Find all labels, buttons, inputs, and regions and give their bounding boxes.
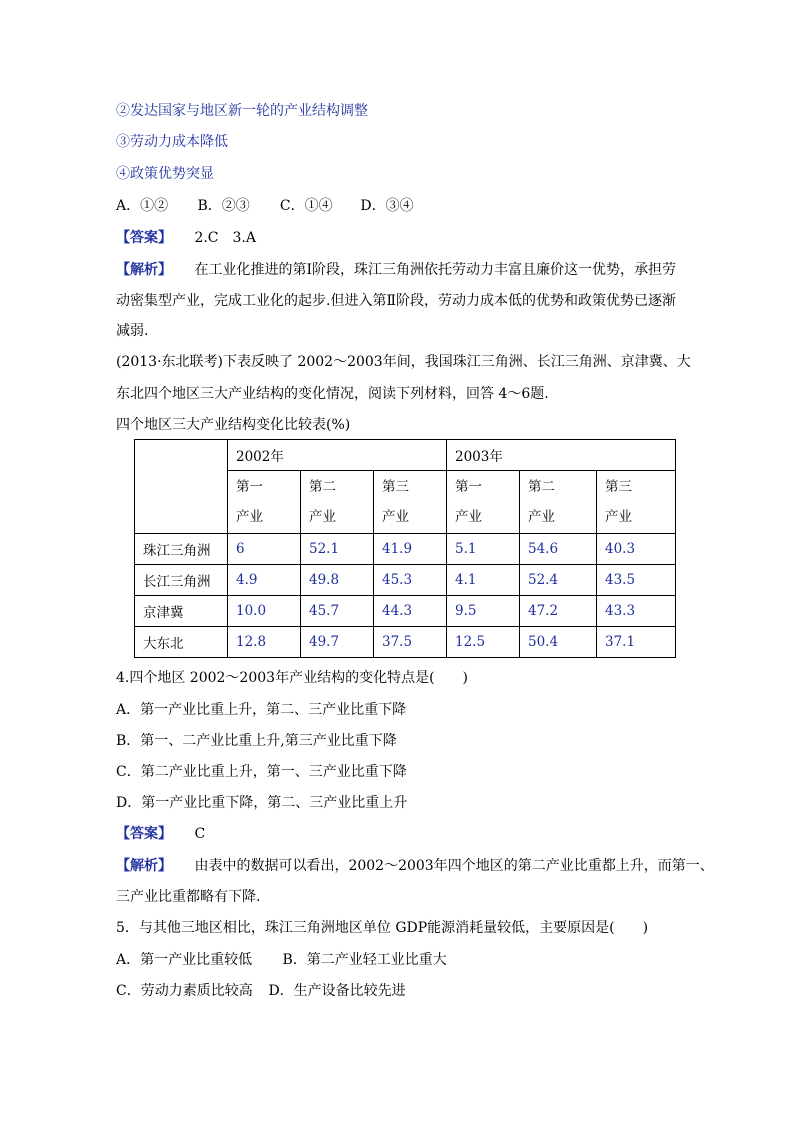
table-row	[135, 534, 676, 565]
value-cell: 9.5	[447, 596, 520, 627]
value-cell: 37.1	[597, 627, 676, 658]
q4-option-d: D．第一产业比重下降，第二、三产业比重上升	[116, 795, 408, 811]
value-cell: 5.1	[447, 534, 520, 565]
value-cell: 44.3	[374, 596, 447, 627]
industry-header: 第一 产业	[447, 471, 520, 534]
analysis-1-line-3: 减弱.	[116, 323, 149, 339]
option-3: ③劳动力成本降低	[116, 134, 228, 150]
value-cell: 45.7	[301, 596, 374, 627]
value-cell: 4.9	[228, 565, 301, 596]
option-2: ②发达国家与地区新一轮的产业结构调整	[116, 103, 368, 119]
option-4: ④政策优势突显	[116, 166, 214, 182]
value-cell: 12.8	[228, 627, 301, 658]
q5-options-row-2	[116, 981, 406, 1001]
value-cell: 4.1	[447, 565, 520, 596]
q3-choices	[116, 196, 414, 216]
answer-2	[116, 824, 205, 844]
q5-option-d: D．生产设备比较先进	[268, 983, 406, 999]
answer-text: C	[194, 826, 206, 842]
region-cell: 大东北	[135, 627, 228, 658]
q5-stem: 5．与其他三地区相比，珠江三角洲地区单位 GDP能源消耗量较低，主要原因是( )	[116, 920, 649, 936]
value-cell: 47.2	[520, 596, 597, 627]
analysis-label: 【解析】	[116, 262, 172, 278]
q5-option-c: C．劳动力素质比较高	[116, 983, 253, 999]
analysis-2-line-2: 三产业比重都略有下降.	[116, 889, 261, 905]
analysis-1-line-1	[116, 260, 676, 280]
answer-label: 【答案】	[116, 826, 172, 842]
answer-text: 2.C 3.A	[194, 230, 256, 246]
value-cell: 10.0	[228, 596, 301, 627]
industry-header: 第二 产业	[520, 471, 597, 534]
analysis-text: 在工业化推进的第Ⅰ阶段，珠江三角洲依托劳动力丰富且廉价这一优势，承担劳	[194, 262, 676, 278]
value-cell: 40.3	[597, 534, 676, 565]
choice-a: A．①②	[116, 198, 169, 214]
q4-option-b: B．第一、二产业比重上升,第三产业比重下降	[116, 733, 397, 749]
analysis-1-line-2: 动密集型产业，完成工业化的起步.但进入第Ⅱ阶段，劳动力成本低的优势和政策优势已逐渐	[116, 293, 676, 309]
region-cell: 珠江三角洲	[135, 534, 228, 565]
q5-option-b: B．第二产业轻工业比重大	[282, 952, 447, 968]
value-cell: 52.1	[301, 534, 374, 565]
value-cell: 12.5	[447, 627, 520, 658]
table-row	[135, 596, 676, 627]
intro-line-1: (2013·东北联考)下表反映了 2002～2003年间，我国珠江三角洲、长江三角洲、京津冀、大	[116, 354, 691, 370]
choice-b: B．②③	[197, 198, 250, 214]
table-row	[135, 565, 676, 596]
analysis-text: 由表中的数据可以看出，2002～2003年四个地区的第二产业比重都上升，而第一、	[194, 858, 714, 874]
value-cell: 45.3	[374, 565, 447, 596]
year-2003-header: 2003年	[447, 440, 676, 471]
value-cell: 50.4	[520, 627, 597, 658]
value-cell: 43.5	[597, 565, 676, 596]
region-cell: 京津冀	[135, 596, 228, 627]
q4-stem: 4.四个地区 2002～2003年产业结构的变化特点是( )	[116, 670, 468, 686]
value-cell: 52.4	[520, 565, 597, 596]
choice-d: D．③④	[360, 198, 414, 214]
region-cell: 长江三角洲	[135, 565, 228, 596]
q4-option-c: C．第二产业比重上升，第一、三产业比重下降	[116, 764, 407, 780]
q5-options-row-1	[116, 950, 447, 970]
corner-cell	[135, 440, 228, 534]
year-2002-header: 2002年	[228, 440, 447, 471]
value-cell: 41.9	[374, 534, 447, 565]
industry-header: 第一 产业	[228, 471, 301, 534]
answer-label: 【答案】	[116, 230, 172, 246]
value-cell: 49.8	[301, 565, 374, 596]
analysis-2-line-1	[116, 856, 714, 876]
answer-1	[116, 228, 256, 248]
q4-option-a: A．第一产业比重上升，第二、三产业比重下降	[116, 702, 407, 718]
intro-line-2: 东北四个地区三大产业结构的变化情况，阅读下列材料，回答 4～6题.	[116, 386, 549, 402]
value-cell: 43.3	[597, 596, 676, 627]
industry-structure-table	[134, 439, 676, 658]
industry-header: 第三 产业	[597, 471, 676, 534]
table-caption: 四个地区三大产业结构变化比较表(%)	[116, 417, 351, 433]
value-cell: 54.6	[520, 534, 597, 565]
industry-header: 第三 产业	[374, 471, 447, 534]
value-cell: 49.7	[301, 627, 374, 658]
choice-c: C．①④	[279, 198, 333, 214]
analysis-label: 【解析】	[116, 858, 172, 874]
value-cell: 37.5	[374, 627, 447, 658]
table-row	[135, 627, 676, 658]
value-cell: 6	[228, 534, 301, 565]
q5-option-a: A．第一产业比重较低	[116, 952, 253, 968]
industry-header: 第二 产业	[301, 471, 374, 534]
